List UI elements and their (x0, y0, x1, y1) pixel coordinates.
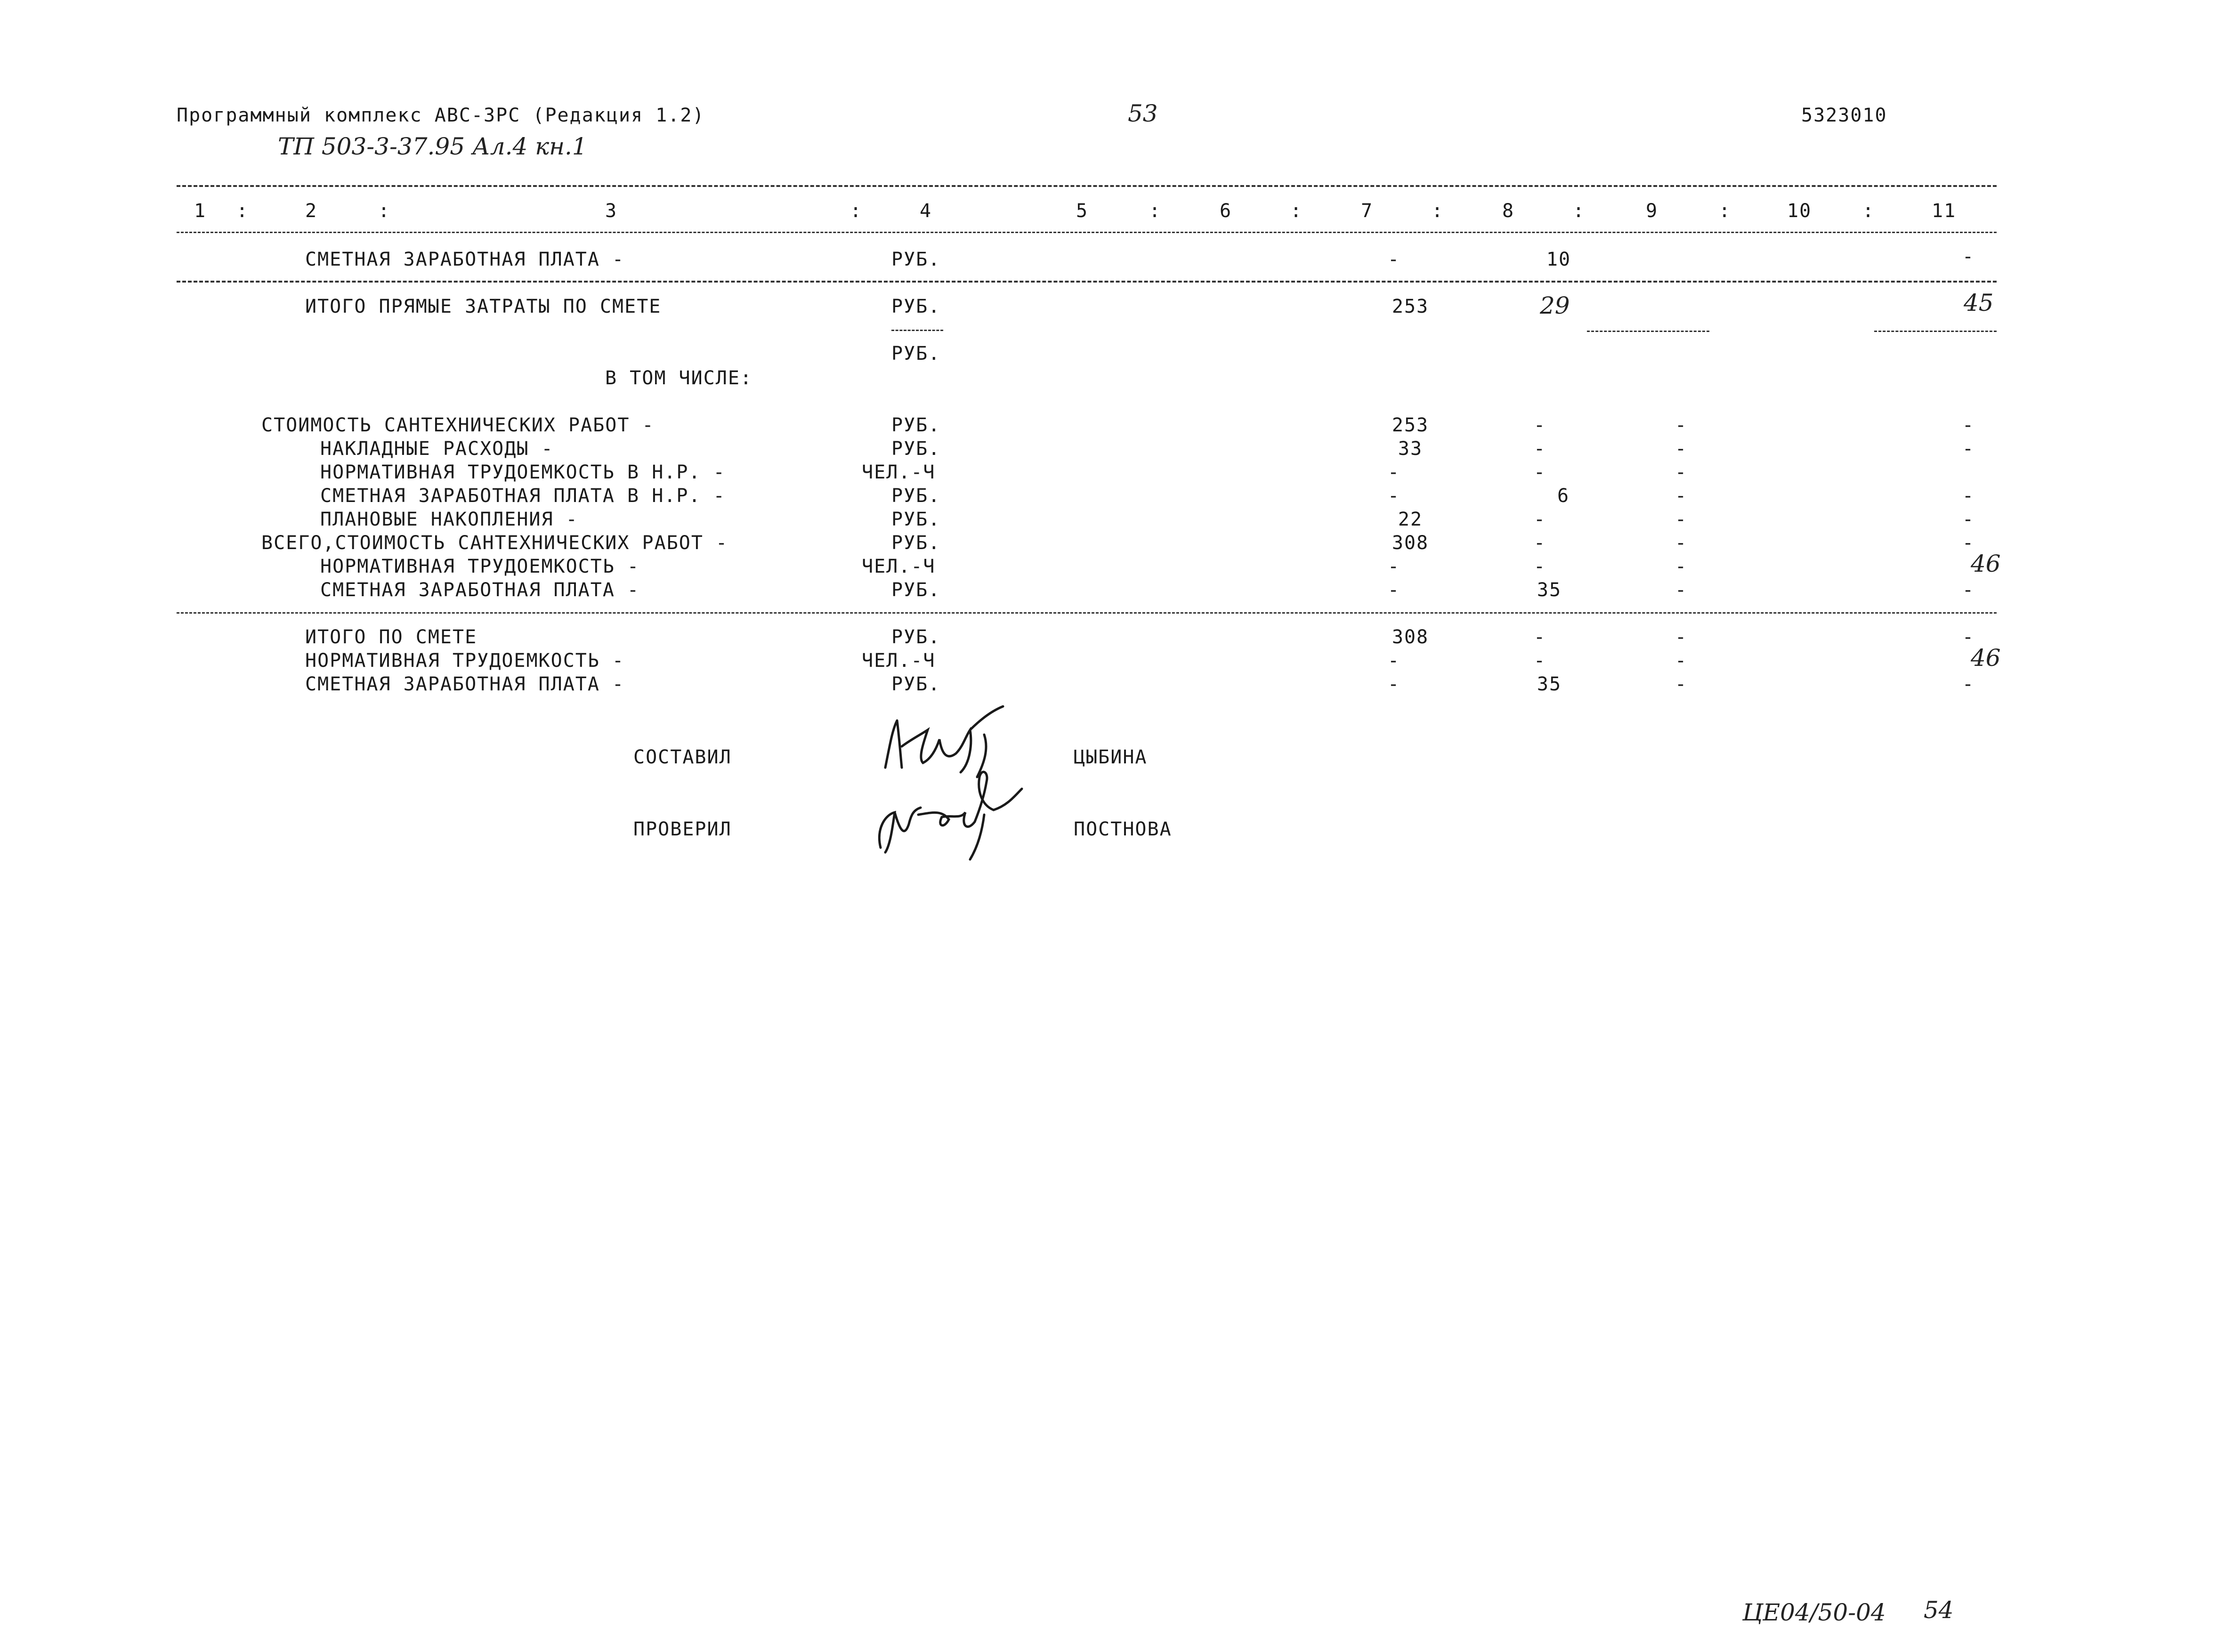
unit-dash (891, 330, 943, 331)
col9-dash (1587, 331, 1709, 332)
col-7: 7 (1361, 200, 1374, 222)
row-label: СМЕТНАЯ ЗАРАБОТНАЯ ПЛАТА - (320, 579, 640, 601)
col-8: 8 (1502, 200, 1515, 222)
row-col11: - (1962, 509, 1975, 530)
col-11: 11 (1932, 200, 1957, 222)
col-3: 3 (605, 200, 618, 222)
row-col11: - (1962, 438, 1975, 460)
col11-dash (1874, 331, 1997, 332)
row-unit: РУБ. (891, 509, 941, 530)
program-title: Программный комплекс АВС-3РС (Редакция 1.2) (177, 105, 705, 126)
row-col8: - (1533, 532, 1546, 554)
col-sep: : (1719, 200, 1731, 222)
col-10: 10 (1787, 200, 1812, 222)
row-unit: ЧЕЛ.-Ч (862, 556, 936, 577)
row-unit: РУБ. (891, 438, 941, 460)
row-col8: - (1533, 438, 1546, 460)
row-col7: 253 (1392, 296, 1429, 317)
row-col7: 253 (1392, 414, 1429, 436)
row-col8: 35 (1537, 579, 1562, 601)
row-label: СМЕТНАЯ ЗАРАБОТНАЯ ПЛАТА - (305, 673, 625, 695)
row-unit: РУБ. (891, 485, 941, 507)
row-label: СМЕТНАЯ ЗАРАБОТНАЯ ПЛАТА В Н.Р. - (320, 485, 726, 507)
row-unit: ЧЕЛ.-Ч (862, 462, 936, 483)
row-label: ВСЕГО,СТОИМОСТЬ САНТЕХНИЧЕСКИХ РАБОТ - (261, 532, 728, 554)
col-sep: : (236, 200, 249, 222)
row-col8: - (1533, 556, 1546, 577)
row-col11: - (1962, 485, 1975, 507)
col-sep: : (1149, 200, 1162, 222)
row-unit: РУБ. (891, 532, 941, 554)
row-col9: - (1675, 438, 1688, 460)
row-col11: - (1962, 579, 1975, 601)
row-label: НОРМАТИВНАЯ ТРУДОЕМКОСТЬ - (305, 650, 625, 672)
row-unit: РУБ. (891, 296, 941, 317)
row-col9: - (1675, 579, 1688, 601)
col-sep: : (1432, 200, 1444, 222)
rule-before-totals (177, 612, 1997, 614)
col-9: 9 (1646, 200, 1659, 222)
row-col8: - (1533, 462, 1546, 483)
row-col9: - (1675, 509, 1688, 530)
row-col8: 29 (1540, 292, 1570, 319)
row-col7: - (1387, 485, 1400, 507)
row-col8: 6 (1557, 485, 1570, 507)
checked-by-label: ПРОВЕРИЛ (633, 818, 732, 840)
col-5: 5 (1076, 200, 1089, 222)
row-col9: - (1675, 414, 1688, 436)
row-col8: - (1533, 509, 1546, 530)
row-col7: 33 (1398, 438, 1423, 460)
row-col11: - (1962, 532, 1975, 554)
row-unit: ЧЕЛ.-Ч (862, 650, 936, 672)
row-label: ИТОГО ПРЯМЫЕ ЗАТРАТЫ ПО СМЕТЕ (305, 296, 662, 317)
checked-by-name: ПОСТНОВА (1074, 818, 1172, 840)
row-col11: - (1962, 414, 1975, 436)
col-4: 4 (920, 200, 932, 222)
row-label: ИТОГО ПО СМЕТЕ (305, 626, 477, 648)
rule-top (177, 185, 1997, 187)
signature-checked (866, 768, 1027, 862)
row-unit: РУБ. (891, 626, 941, 648)
row-label: ПЛАНОВЫЕ НАКОПЛЕНИЯ - (320, 509, 578, 530)
row-col8: 10 (1546, 249, 1571, 270)
row-col7: 22 (1398, 509, 1423, 530)
row-col7: - (1387, 556, 1400, 577)
row-col8: - (1533, 650, 1546, 672)
row-label: СТОИМОСТЬ САНТЕХНИЧЕСКИХ РАБОТ - (261, 414, 655, 436)
in-that-number-heading: В ТОМ ЧИСЛЕ: (605, 367, 752, 389)
row-col9: - (1675, 532, 1688, 554)
handwritten-reference: ТП 503-3-37.95 Ал.4 кн.1 (278, 133, 587, 160)
compiled-by-name: ЦЫБИНА (1074, 746, 1148, 768)
row-col11: - (1962, 246, 1975, 267)
row-col11: 46 (1971, 644, 2001, 672)
row-col7: - (1387, 579, 1400, 601)
row-label: НОРМАТИВНАЯ ТРУДОЕМКОСТЬ В Н.Р. - (320, 462, 726, 483)
rule-below-header (177, 232, 1997, 233)
col-2: 2 (305, 200, 318, 222)
row-unit: РУБ. (891, 579, 941, 601)
row-col9: - (1675, 650, 1688, 672)
footer-stamp: ЦЕ04/50-04 (1742, 1599, 1886, 1626)
row-col8: - (1533, 414, 1546, 436)
compiled-by-label: СОСТАВИЛ (633, 746, 732, 768)
row-unit: РУБ. (891, 249, 941, 270)
row-unit-2: РУБ. (891, 343, 941, 364)
row-label: НОРМАТИВНАЯ ТРУДОЕМКОСТЬ - (320, 556, 640, 577)
row-col7: - (1387, 462, 1400, 483)
row-col11: 46 (1971, 550, 2001, 577)
row-col7: 308 (1392, 532, 1429, 554)
footer-page-number: 54 (1924, 1596, 1954, 1624)
col-6: 6 (1220, 200, 1232, 222)
row-col8: 35 (1537, 673, 1562, 695)
page-number: 53 (1128, 100, 1158, 127)
row-col9: - (1675, 626, 1688, 648)
row-col8: - (1533, 626, 1546, 648)
row-col9: - (1675, 556, 1688, 577)
col-sep: : (1862, 200, 1875, 222)
document-code: 5323010 (1801, 105, 1887, 126)
row-col9: - (1675, 485, 1688, 507)
row-col11: 45 (1964, 289, 1994, 316)
col-1: 1 (194, 200, 207, 222)
row-col7: - (1387, 673, 1400, 695)
row-col11: - (1962, 626, 1975, 648)
col-sep: : (1573, 200, 1586, 222)
row-col9: - (1675, 673, 1688, 695)
rule-section1 (177, 281, 1997, 283)
row-col7: - (1387, 650, 1400, 672)
row-col11: - (1962, 673, 1975, 695)
row-col7: - (1387, 249, 1400, 270)
row-unit: РУБ. (891, 414, 941, 436)
row-label: НАКЛАДНЫЕ РАСХОДЫ - (320, 438, 554, 460)
row-col7: 308 (1392, 626, 1429, 648)
col-sep: : (850, 200, 863, 222)
row-unit: РУБ. (891, 673, 941, 695)
col-sep: : (1290, 200, 1303, 222)
row-label: СМЕТНАЯ ЗАРАБОТНАЯ ПЛАТА - (305, 249, 625, 270)
col-sep: : (378, 200, 391, 222)
row-col9: - (1675, 462, 1688, 483)
